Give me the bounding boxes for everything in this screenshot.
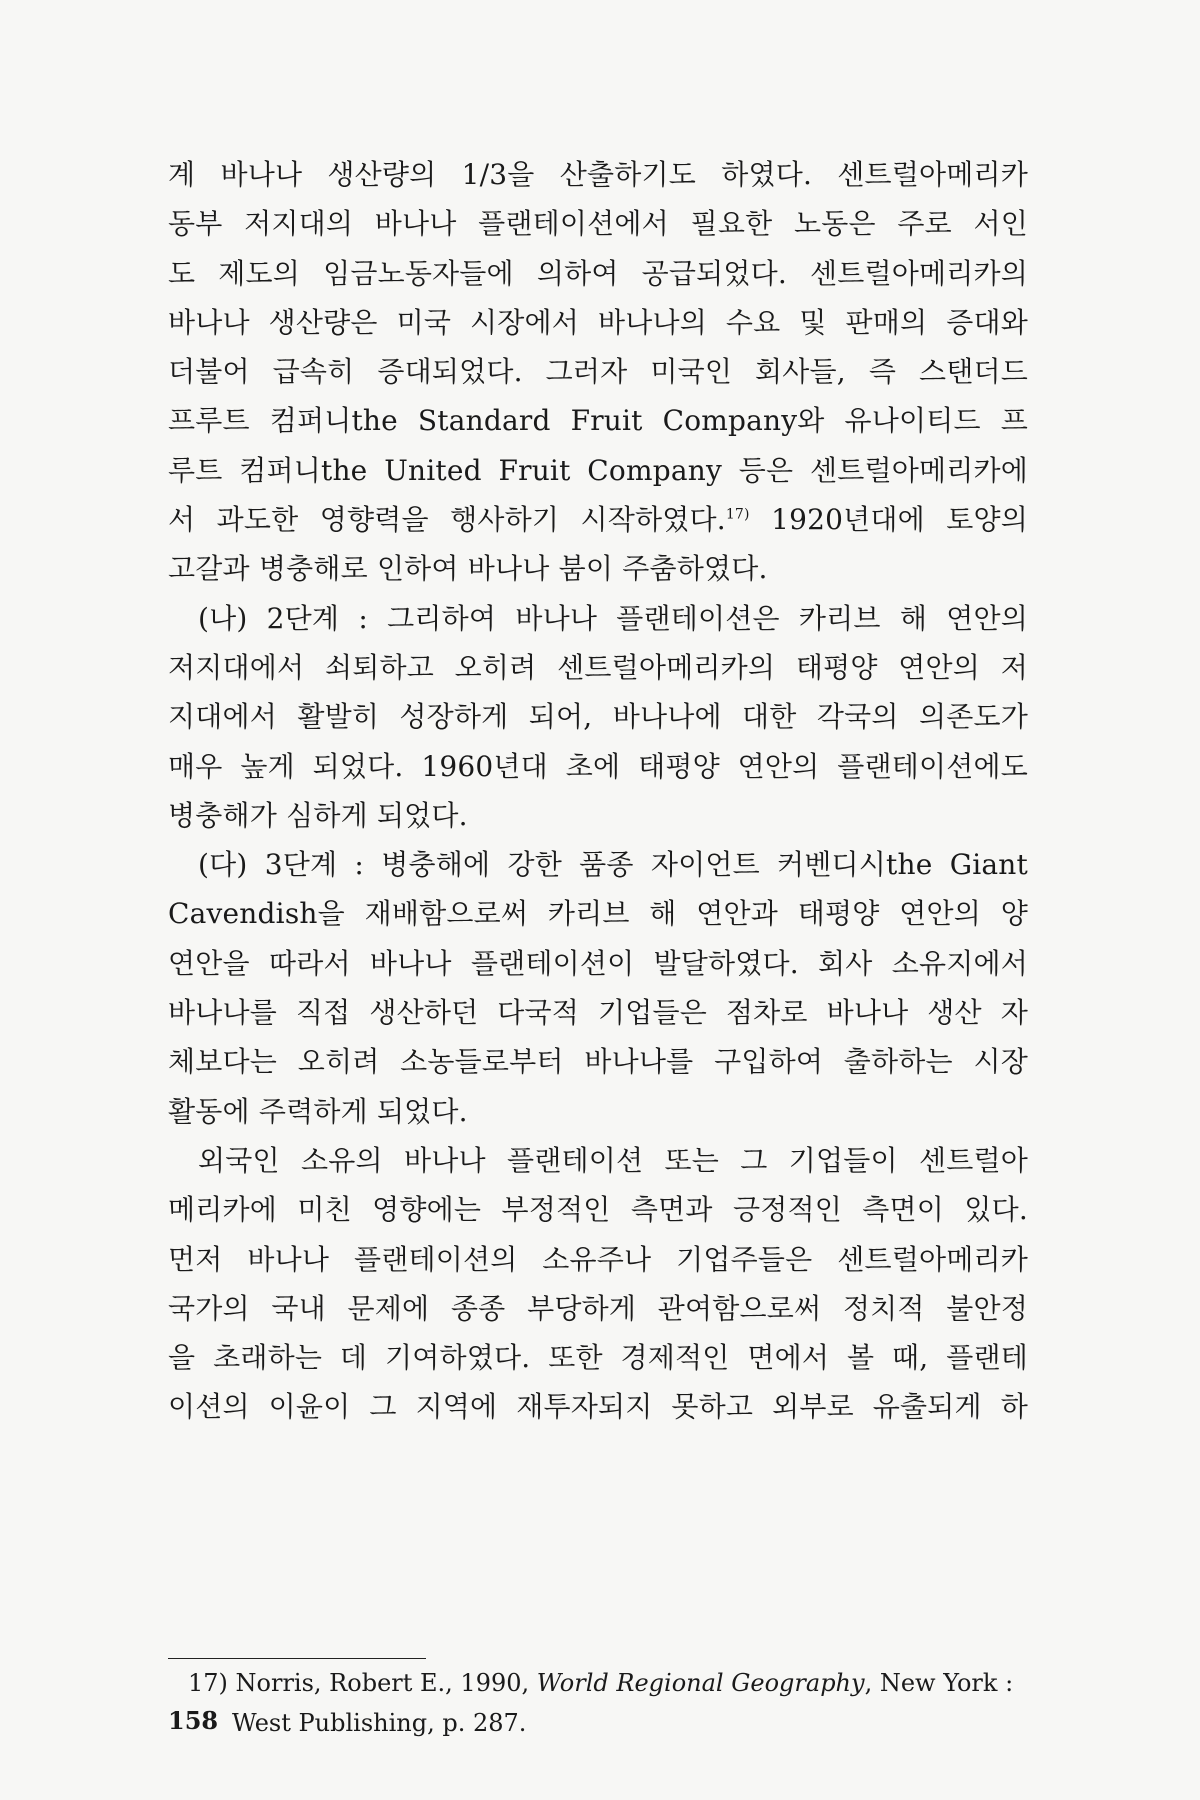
text-line-12: 지대에서 활발히 성장하게 되어, 바나나에 대한 각국의 의존도가 (168, 700, 1028, 734)
text-line-19: 체보다는 오히려 소농들로부터 바나나를 구입하여 출하하는 시장 (168, 1045, 1028, 1079)
footnote-line-1 (188, 1663, 1028, 1703)
text-line-2: 동부 저지대의 바나나 플랜테이션에서 필요한 노동은 주로 서인 (168, 207, 1028, 241)
text-line-20: 활동에 주력하게 되었다. (168, 1094, 468, 1128)
page-number: 158 (168, 1706, 219, 1735)
text-line-8 (168, 495, 1028, 544)
text-line-15: (다) 3단계 : 병충해에 강한 품종 자이언트 커벤디시the Giant (198, 848, 1028, 882)
text-line-26: 이션의 이윤이 그 지역에 재투자되지 못하고 외부로 유출되게 하 (168, 1390, 1028, 1424)
text-line-10: (나) 2단계 : 그리하여 바나나 플랜테이션은 카리브 해 연안의 (198, 601, 1028, 635)
text-line-14: 병충해가 심하게 되었다. (168, 798, 468, 832)
text-line-9: 고갈과 병충해로 인하여 바나나 붐이 주춤하였다. (168, 552, 768, 586)
text-line-13: 매우 높게 되었다. 1960년대 초에 태평양 연안의 플랜테이션에도 (168, 749, 1028, 783)
text-line-8-main: 서 과도한 영향력을 행사하기 시작하였다. (168, 503, 726, 537)
footnote-divider (168, 1658, 426, 1659)
footnote-number: 17) (188, 1669, 228, 1697)
footnote-title: World Regional Geography (536, 1669, 865, 1697)
text-line-3: 도 제도의 임금노동자들에 의하여 공급되었다. 센트럴아메리카의 (168, 256, 1028, 290)
text-line-24: 국가의 국내 문제에 종종 부당하게 관여함으로써 정치적 불안정 (168, 1291, 1028, 1325)
text-line-22: 메리카에 미친 영향에는 부정적인 측면과 긍정적인 측면이 있다. (168, 1193, 1028, 1227)
footnote-reference: 17) (725, 506, 750, 523)
text-line-25: 을 초래하는 데 기여하였다. 또한 경제적인 면에서 볼 때, 플랜테 (168, 1341, 1028, 1375)
text-line-17: 연안을 따라서 바나나 플랜테이션이 발달하였다. 회사 소유지에서 (168, 946, 1028, 980)
footnote-publisher-city: , New York : (864, 1669, 1014, 1697)
body-text (168, 150, 1028, 1432)
text-line-23: 먼저 바나나 플랜테이션의 소유주나 기업주들은 센트럴아메리카 (168, 1242, 1028, 1276)
text-line-5: 더불어 급속히 증대되었다. 그러자 미국인 회사들, 즉 스탠더드 (168, 355, 1028, 389)
text-line-8-tail: 1920년대에 토양의 (749, 503, 1028, 537)
text-line-18: 바나나를 직접 생산하던 다국적 기업들은 점차로 바나나 생산 자 (168, 996, 1028, 1030)
footnote-author-year: Norris, Robert E., 1990, (227, 1669, 537, 1697)
text-line-7: 루트 컴퍼니the United Fruit Company 등은 센트럴아메리카에 (168, 453, 1028, 487)
text-line-4: 바나나 생산량은 미국 시장에서 바나나의 수요 및 판매의 증대와 (168, 305, 1028, 339)
text-line-11: 저지대에서 쇠퇴하고 오히려 센트럴아메리카의 태평양 연안의 저 (168, 650, 1028, 684)
footnote (188, 1663, 1028, 1743)
text-line-21: 외국인 소유의 바나나 플랜테이션 또는 그 기업들이 센트럴아 (198, 1143, 1028, 1177)
text-line-16: Cavendish을 재배함으로써 카리브 해 연안과 태평양 연안의 양 (168, 897, 1028, 931)
footnote-line-2: West Publishing, p. 287. (232, 1709, 527, 1737)
text-line-6: 프루트 컴퍼니the Standard Fruit Company와 유나이티드 프 (168, 404, 1028, 438)
text-line-1: 계 바나나 생산량의 1/3을 산출하기도 하였다. 센트럴아메리카 (168, 158, 1028, 191)
